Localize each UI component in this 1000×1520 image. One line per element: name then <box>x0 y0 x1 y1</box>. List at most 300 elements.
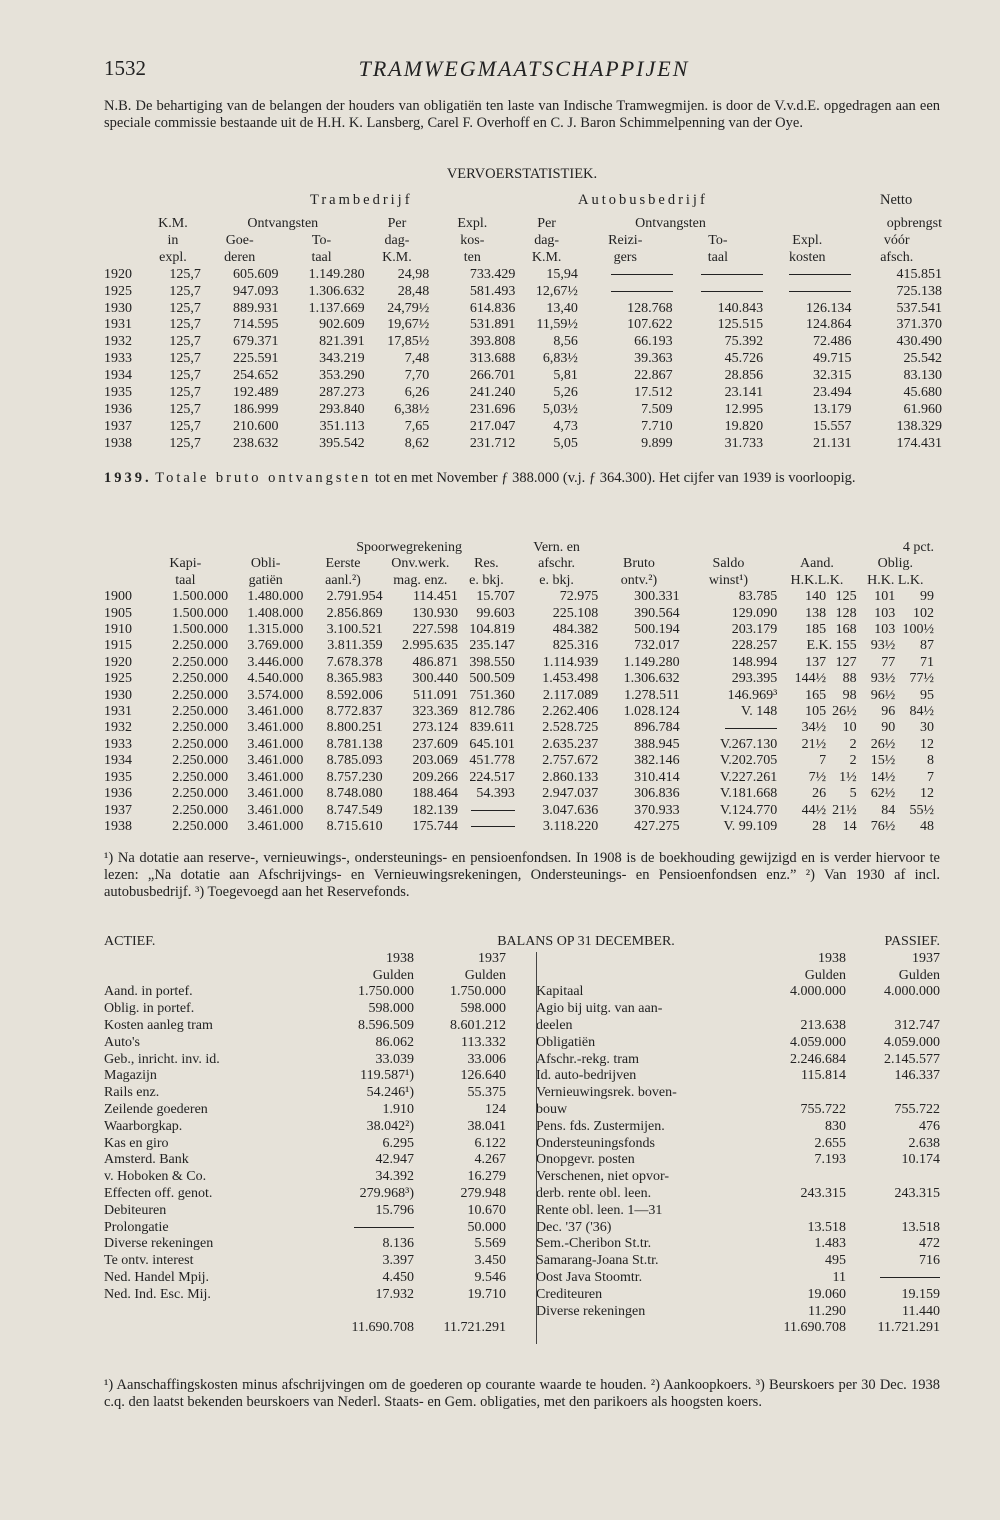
spoor-cell: 104.819 <box>469 622 515 638</box>
vervoer-cell: 140.843 <box>717 300 764 316</box>
vervoer-cell: 5,81 <box>553 368 578 384</box>
vervoer-cell: 6,38½ <box>394 401 430 417</box>
spoor-cell: 1938 <box>104 818 132 834</box>
spoor-footnote: ¹) Na dotatie aan reserve-, vernieuwings-, ondersteunings- en pensioenfondsen. In 1908 is de boekhouding gewijzigd en is verder hiervoor te lezen: „Na dotatie aan Afschrijvings- en Vernieuwingsrekeningen, Ondersteunings- en Pensioenfondsen enz.” ²) Van 1930 af incl. autobusbedrijf. ³) Toegevoegd aan het Reservefonds. <box>104 850 940 900</box>
spoor-cell: 21½ <box>801 736 827 752</box>
balans-row <box>104 1220 940 1237</box>
spoor-cell: 1.453.498 <box>542 671 599 687</box>
actief-value-1937: 10.670 <box>467 1202 506 1218</box>
vervoer-cell: 679.371 <box>232 334 279 350</box>
spoor-cell: 26½ <box>870 736 896 752</box>
spoor-cell: 1.408.000 <box>247 605 304 621</box>
passief-value-1938 <box>758 1001 846 1018</box>
actief-value-1937: 126.640 <box>460 1068 506 1084</box>
spoor-cell <box>458 819 515 835</box>
actief-item-label: Ned. Ind. Esc. Mij. <box>104 1286 211 1302</box>
spoor-cell: 146.969³ <box>727 687 778 703</box>
col-head-netto-2: vóór <box>883 232 910 248</box>
vervoer-cell: 343.219 <box>319 351 365 367</box>
col-head-saldo: Saldo <box>712 556 745 572</box>
vervoer-cell: 45.726 <box>724 351 764 367</box>
vervoer-header-row-2 <box>104 233 942 250</box>
spoor-cell: 125 <box>835 589 857 605</box>
balans-body <box>104 984 940 1320</box>
gutter <box>506 1152 536 1169</box>
vervoer-cell: 125,7 <box>169 351 201 367</box>
gutter <box>506 1304 536 1321</box>
spoor-cell: 48 <box>920 818 934 834</box>
spoor-header-row-2 <box>104 573 934 589</box>
actief-value-1938: 1.750.000 <box>358 984 414 1000</box>
vervoer-cell: 1.149.280 <box>308 266 365 282</box>
col-head-goe: Goe- <box>225 232 254 248</box>
passief-value-1938: 830 <box>825 1118 846 1134</box>
col-head-per-2: dag- <box>384 232 410 248</box>
spoor-cell: 8.757.230 <box>326 769 383 785</box>
left-year-1937: 1937 <box>478 950 506 966</box>
spoor-row <box>104 622 934 638</box>
spoor-cell: 500.194 <box>634 622 680 638</box>
spoor-cell: 1935 <box>104 769 132 785</box>
col-head-res: Res. <box>474 556 499 572</box>
spoor-cell: 8.785.093 <box>326 753 383 769</box>
col-head-expl2-2: kosten <box>789 249 826 265</box>
dash-placeholder <box>471 810 515 811</box>
spoor-cell: 4.540.000 <box>247 671 304 687</box>
vervoer-cell: 174.431 <box>896 435 942 451</box>
total-right-1938: 11.690.708 <box>783 1320 846 1336</box>
passief-value-1938: 495 <box>825 1253 846 1269</box>
passief-value-1938 <box>758 1085 846 1102</box>
actief-item-label: v. Hoboken & Co. <box>104 1169 207 1185</box>
spoor-cell: 3.461.000 <box>247 753 304 769</box>
vervoer-cell: 531.891 <box>469 317 516 333</box>
left-year-1938: 1938 <box>386 950 414 966</box>
col-head-per: Per <box>387 216 407 231</box>
spoor-cell: 1.028.124 <box>623 704 680 720</box>
spoor-cell: 100½ <box>902 622 934 638</box>
actief-item-label: Oblig. in portef. <box>104 1001 195 1017</box>
actief-item-label: Aand. in portef. <box>104 984 193 1000</box>
spoor-cell: 511.091 <box>412 687 458 703</box>
spoor-cell: 95 <box>920 687 934 703</box>
spoor-cell: 237.609 <box>412 736 458 752</box>
spoor-cell: 1.306.632 <box>623 671 680 687</box>
tram-group-label: Trambedrijf <box>310 192 413 208</box>
spoor-row <box>104 737 934 753</box>
col-head-ontvangsten2: Ontvangsten <box>635 216 706 231</box>
spoor-cell: 55½ <box>909 802 934 818</box>
spoor-cell: 209.266 <box>412 769 458 785</box>
vervoer-cell: 28,48 <box>397 283 430 299</box>
spoor-cell: 390.564 <box>634 605 680 621</box>
vervoer-cell: 353.290 <box>319 368 365 384</box>
col-head-vern-3: e. bkj. <box>539 572 574 588</box>
spoor-cell: 2.262.406 <box>542 704 599 720</box>
vervoer-cell: 947.093 <box>232 283 279 299</box>
spoor-cell: 300.331 <box>634 589 680 605</box>
balans-row <box>104 1169 940 1186</box>
balans-total-row <box>104 1320 940 1337</box>
vervoer-cell: 1.137.669 <box>308 300 365 316</box>
vervoer-cell: 1925 <box>104 283 132 299</box>
actief-value-1937: 124 <box>485 1101 506 1117</box>
passief-value-1938: 4.059.000 <box>790 1034 846 1050</box>
spoor-cell: 1920 <box>104 654 132 670</box>
gutter <box>506 1068 536 1085</box>
vervoer-cell: 395.542 <box>319 435 365 451</box>
passief-value-1937: 2.638 <box>908 1135 940 1151</box>
passief-value-1937: 19.159 <box>901 1286 940 1302</box>
gutter <box>506 1287 536 1304</box>
vervoer-cell: 125,7 <box>169 317 201 333</box>
spoor-cell: 98 <box>842 687 857 703</box>
passief-value-1937 <box>846 1203 940 1220</box>
left-unit-1938: Gulden <box>372 967 414 983</box>
col-head-netto-3: afsch. <box>880 249 914 265</box>
spoor-row <box>104 753 934 769</box>
spoor-cell: 128 <box>835 605 857 621</box>
gutter <box>506 1119 536 1136</box>
actief-value-1938: 33.039 <box>375 1051 414 1067</box>
spoor-cell: 84½ <box>909 704 934 720</box>
vervoer-cell: 126.134 <box>805 300 852 316</box>
passief-value-1937: 4.059.000 <box>884 1034 940 1050</box>
spoor-cell: 451.778 <box>469 753 515 769</box>
gutter <box>506 1136 536 1153</box>
spoor-cell: 14 <box>842 818 857 834</box>
actief-value-1938: 6.295 <box>382 1135 414 1151</box>
passief-value-1937 <box>846 1270 940 1287</box>
actief-item-label: Prolongatie <box>104 1219 169 1235</box>
dash-placeholder <box>354 1227 414 1228</box>
passief-value-1937: 10.174 <box>901 1152 940 1168</box>
spoor-row <box>104 720 934 736</box>
spoor-cell: 825.316 <box>552 638 599 654</box>
spoor-cell: 2.250.000 <box>172 753 229 769</box>
spoor-row <box>104 786 934 802</box>
spoor-cell: 1932 <box>104 720 132 736</box>
vervoer-cell: 125,7 <box>169 368 201 384</box>
passief-value-1938: 4.000.000 <box>790 984 846 1000</box>
vervoer-cell: 238.632 <box>232 435 279 451</box>
passief-item-label: Pens. fds. Zustermijen. <box>536 1118 665 1134</box>
passief-item-label: Obligatiën <box>536 1034 596 1050</box>
spoor-row <box>104 704 934 720</box>
vervoer-cell: 125,7 <box>169 385 201 401</box>
spoor-cell: 2.860.133 <box>542 769 599 785</box>
balans-row <box>104 1287 940 1304</box>
actief-value-1938: 54.246¹) <box>366 1085 414 1101</box>
page-number: 1532 <box>104 56 146 80</box>
passief-value-1937 <box>846 1085 940 1102</box>
col-head-spoorweg: Spoorwegrekening <box>356 540 462 555</box>
vervoer-cell: 12,67½ <box>535 283 578 299</box>
balans-row <box>104 1119 940 1136</box>
vervoer-cell: 254.652 <box>232 368 279 384</box>
passief-value-1937: 2.145.577 <box>884 1051 940 1067</box>
passief-item-label: Id. auto-bedrijven <box>536 1068 637 1084</box>
col-head-eerste: Eerste <box>325 556 361 572</box>
actief-value-1938: 38.042²) <box>366 1118 414 1134</box>
actief-value-1938: 279.968³) <box>359 1185 414 1201</box>
dash-placeholder <box>789 291 851 292</box>
balans-row <box>104 1253 940 1270</box>
spoor-cell: 3.461.000 <box>247 720 304 736</box>
col-head-expl2: Expl. <box>792 232 823 248</box>
passief-item-label: derb. rente obl. leen. <box>536 1185 652 1201</box>
passief-value-1938: 19.060 <box>807 1286 846 1302</box>
spoor-cell: 185 <box>805 622 827 638</box>
vervoer-cell: 7,65 <box>404 418 430 434</box>
vervoer-cell: 45.680 <box>903 385 942 401</box>
spoor-cell: 1.500.000 <box>172 589 229 605</box>
actief-item-label: Zeilende goederen <box>104 1101 208 1117</box>
spoor-cell: 3.118.220 <box>542 818 599 834</box>
passief-value-1938: 115.814 <box>801 1068 846 1084</box>
col-head-obl: Obli- <box>250 556 281 572</box>
actief-item-label: Waarborgkap. <box>104 1118 183 1134</box>
vervoer-cell: 1934 <box>104 368 132 384</box>
balans-row <box>104 1018 940 1035</box>
spoor-cell: 62½ <box>870 786 896 802</box>
vervoer-cell: 1935 <box>104 385 132 401</box>
spoor-cell: 2.250.000 <box>172 704 229 720</box>
vervoer-cell: 19.820 <box>724 418 764 434</box>
col-head-onv-2: mag. enz. <box>393 572 448 588</box>
actief-value-1937: 8.601.212 <box>450 1017 506 1033</box>
vervoer-cell: 1920 <box>104 266 132 282</box>
col-head-bruto: Bruto <box>623 556 655 572</box>
col-head-aand: Aand. <box>800 556 834 572</box>
spoor-cell: 8.365.983 <box>326 671 383 687</box>
col-head-netto: opbrengst <box>886 216 942 231</box>
spoor-cell: 148.994 <box>731 654 778 670</box>
vervoer-cell: 430.490 <box>896 334 942 350</box>
gutter <box>506 984 536 1001</box>
spoor-cell: 5 <box>849 786 857 802</box>
col-head-pct-2: Oblig. <box>877 556 913 572</box>
spoor-cell: 8.781.138 <box>326 736 383 752</box>
vervoer-cell: 125,7 <box>169 401 201 417</box>
gutter <box>506 1220 536 1237</box>
spoor-cell: 2.947.037 <box>542 786 599 802</box>
col-head-kap-2: taal <box>175 572 196 588</box>
passief-value-1937: 476 <box>919 1118 940 1134</box>
spoor-cell: 484.382 <box>552 622 599 638</box>
gutter <box>506 1035 536 1052</box>
passief-value-1937: 11.440 <box>902 1303 940 1319</box>
spoor-cell: 175.744 <box>412 818 458 834</box>
actief-value-1938 <box>326 1304 414 1321</box>
balans-row <box>104 1270 940 1287</box>
spoor-cell: 105 <box>805 704 827 720</box>
spoor-cell: 10 <box>842 720 857 736</box>
vervoer-cell: 23.141 <box>724 385 764 401</box>
col-head-obl-2: gatiën <box>248 572 283 588</box>
gutter <box>506 1270 536 1287</box>
gutter <box>506 1203 536 1220</box>
spoor-cell: 96 <box>881 704 896 720</box>
vervoer-cell: 889.931 <box>232 300 279 316</box>
col-head-onv: Onv.werk. <box>391 556 450 572</box>
spoor-cell: 99.603 <box>476 605 515 621</box>
balans-row <box>104 1102 940 1119</box>
page-title: TRAMWEGMAATSCHAPPIJEN <box>358 56 690 81</box>
col-head-reiz-2: gers <box>613 249 637 265</box>
passief-item-label: Vernieuwingsrek. boven- <box>536 1085 677 1101</box>
spoor-cell: 2.791.954 <box>326 589 383 605</box>
note-1939 <box>104 470 940 487</box>
spoor-cell: 12 <box>920 736 934 752</box>
spoor-cell: 90 <box>881 720 896 736</box>
vervoer-cell: 124.864 <box>805 317 852 333</box>
gutter <box>506 1001 536 1018</box>
note-1939-year: 1939. <box>104 470 152 486</box>
actief-value-1938: 1.910 <box>382 1101 414 1117</box>
spoor-cell: V. 99.109 <box>723 818 778 834</box>
col-head-vern: Vern. en <box>533 540 580 555</box>
actief-item-label: Amsterd. Bank <box>104 1152 189 1168</box>
spoor-cell: 732.017 <box>634 638 680 654</box>
passief-item-label: Rente obl. leen. 1—31 <box>536 1202 663 1218</box>
vervoer-cell: 287.273 <box>319 385 365 401</box>
actief-value-1937: 279.948 <box>460 1185 506 1201</box>
spoor-row <box>104 655 934 671</box>
actief-value-1937: 19.710 <box>467 1286 506 1302</box>
passief-item-label: Oost Java Stoomtr. <box>536 1269 643 1285</box>
actief-item-label <box>104 1304 326 1321</box>
spoor-cell: 2 <box>849 753 857 769</box>
vervoer-cell: 8,56 <box>553 334 578 350</box>
spoor-cell: 388.945 <box>634 736 680 752</box>
col-head-reiz: Reizi- <box>608 232 643 248</box>
spoor-cell: 103 <box>874 622 896 638</box>
passief-value-1938: 2.655 <box>814 1135 846 1151</box>
vervoer-cell: 107.622 <box>627 317 673 333</box>
actief-value-1937: 598.000 <box>460 1001 506 1017</box>
spoor-cell: 896.784 <box>634 720 680 736</box>
vervoer-cell: 15.557 <box>812 418 852 434</box>
balans-unit-row <box>104 968 940 985</box>
actief-value-1937: 6.122 <box>474 1135 506 1151</box>
vervoer-cell <box>763 267 851 284</box>
vervoer-cell: 7,70 <box>404 368 430 384</box>
col-head-per2-2: dag- <box>534 232 560 248</box>
spoor-cell: 1.114.939 <box>542 654 599 670</box>
passief-value-1937: 146.337 <box>894 1068 940 1084</box>
spoor-cell <box>458 803 515 819</box>
spoor-cell: 2.250.000 <box>172 769 229 785</box>
vervoer-cell: 8,62 <box>404 435 430 451</box>
actief-value-1937 <box>414 1304 506 1321</box>
vervoer-cell: 19,67½ <box>387 317 430 333</box>
actief-value-1938: 8.136 <box>382 1236 414 1252</box>
spoor-cell: 2.250.000 <box>172 671 229 687</box>
passief-value-1937: 312.747 <box>894 1017 940 1033</box>
actief-value-1938 <box>326 1220 414 1237</box>
vervoer-cell: 23.494 <box>812 385 852 401</box>
actief-value-1937: 50.000 <box>467 1219 506 1235</box>
balans-row <box>104 1203 940 1220</box>
vervoer-cell: 1930 <box>104 300 132 316</box>
passief-value-1938: 755.722 <box>800 1101 846 1117</box>
col-head-bruto-2: ontv.²) <box>620 572 658 588</box>
vervoer-cell: 138.329 <box>896 418 942 434</box>
spoor-cell: 839.611 <box>469 720 515 736</box>
balans-row <box>104 1186 940 1203</box>
vervoer-cell: 293.840 <box>319 401 365 417</box>
spoor-cell: 3.461.000 <box>247 802 304 818</box>
passief-item-label: Onopgevr. posten <box>536 1152 635 1168</box>
spoor-cell: 2 <box>849 736 857 752</box>
col-head-expl-2: kos- <box>460 232 485 248</box>
actief-value-1937: 33.006 <box>467 1051 506 1067</box>
col-head-tot-2: taal <box>311 249 332 265</box>
spoor-cell: 8.747.549 <box>326 802 383 818</box>
passief-item-label: bouw <box>536 1101 568 1117</box>
passief-item-label: Crediteuren <box>536 1286 603 1302</box>
vervoer-cell: 21.131 <box>812 435 852 451</box>
vervoer-cell: 225.591 <box>232 351 279 367</box>
spoor-cell: 2.250.000 <box>172 802 229 818</box>
vervoer-cell: 125,7 <box>169 300 201 316</box>
spoor-cell: 751.360 <box>469 687 515 703</box>
spoor-cell: 2.250.000 <box>172 687 229 703</box>
spoor-cell: 44½ <box>801 802 827 818</box>
vervoer-cell: 24,98 <box>397 266 430 282</box>
spoor-cell: 486.871 <box>412 654 458 670</box>
spoor-cell: 3.461.000 <box>247 786 304 802</box>
col-head-km: K.M. <box>158 216 188 231</box>
passief-value-1937: 4.000.000 <box>884 984 940 1000</box>
vervoer-cell: 128.768 <box>627 300 673 316</box>
col-head-res-2: e. bkj. <box>469 572 504 588</box>
spoor-cell: 1915 <box>104 638 132 654</box>
vervoer-cell: 714.595 <box>232 317 279 333</box>
vervoer-cell: 17.512 <box>634 385 673 401</box>
col-head-tot: To- <box>311 232 332 248</box>
spoor-row <box>104 606 934 622</box>
passief-value-1938 <box>758 1169 846 1186</box>
balans-row <box>104 1152 940 1169</box>
actief-value-1937: 38.041 <box>467 1118 506 1134</box>
vervoer-cell: 614.836 <box>469 300 516 316</box>
vervoer-cell: 125,7 <box>169 266 201 282</box>
spoor-row <box>104 819 934 835</box>
gutter <box>506 1169 536 1186</box>
dash-placeholder <box>789 274 851 275</box>
spoor-cell: 15.707 <box>476 589 515 605</box>
vervoer-cell: 231.712 <box>469 435 516 451</box>
actief-item-label: Ned. Handel Mpij. <box>104 1269 209 1285</box>
spoor-cell: 87 <box>920 638 934 654</box>
vervoer-cell: 12.995 <box>724 401 764 417</box>
vervoer-cell: 733.429 <box>469 266 516 282</box>
spoor-header-row-0 <box>104 540 934 556</box>
spoor-cell: 26½ <box>832 704 857 720</box>
right-year-1937: 1937 <box>912 950 940 966</box>
spoor-cell: 182.139 <box>412 802 458 818</box>
passief-label: PASSIEF. <box>884 934 940 949</box>
spoor-cell: 235.147 <box>469 638 515 654</box>
vervoer-title: VERVOERSTATISTIEK. <box>446 166 598 182</box>
spoor-cell: 273.124 <box>412 720 458 736</box>
passief-value-1938: 11 <box>832 1269 846 1285</box>
passief-item-label: Diverse rekeningen <box>536 1303 646 1319</box>
actief-value-1938: 4.450 <box>382 1269 414 1285</box>
actief-value-1938: 3.397 <box>382 1253 414 1269</box>
